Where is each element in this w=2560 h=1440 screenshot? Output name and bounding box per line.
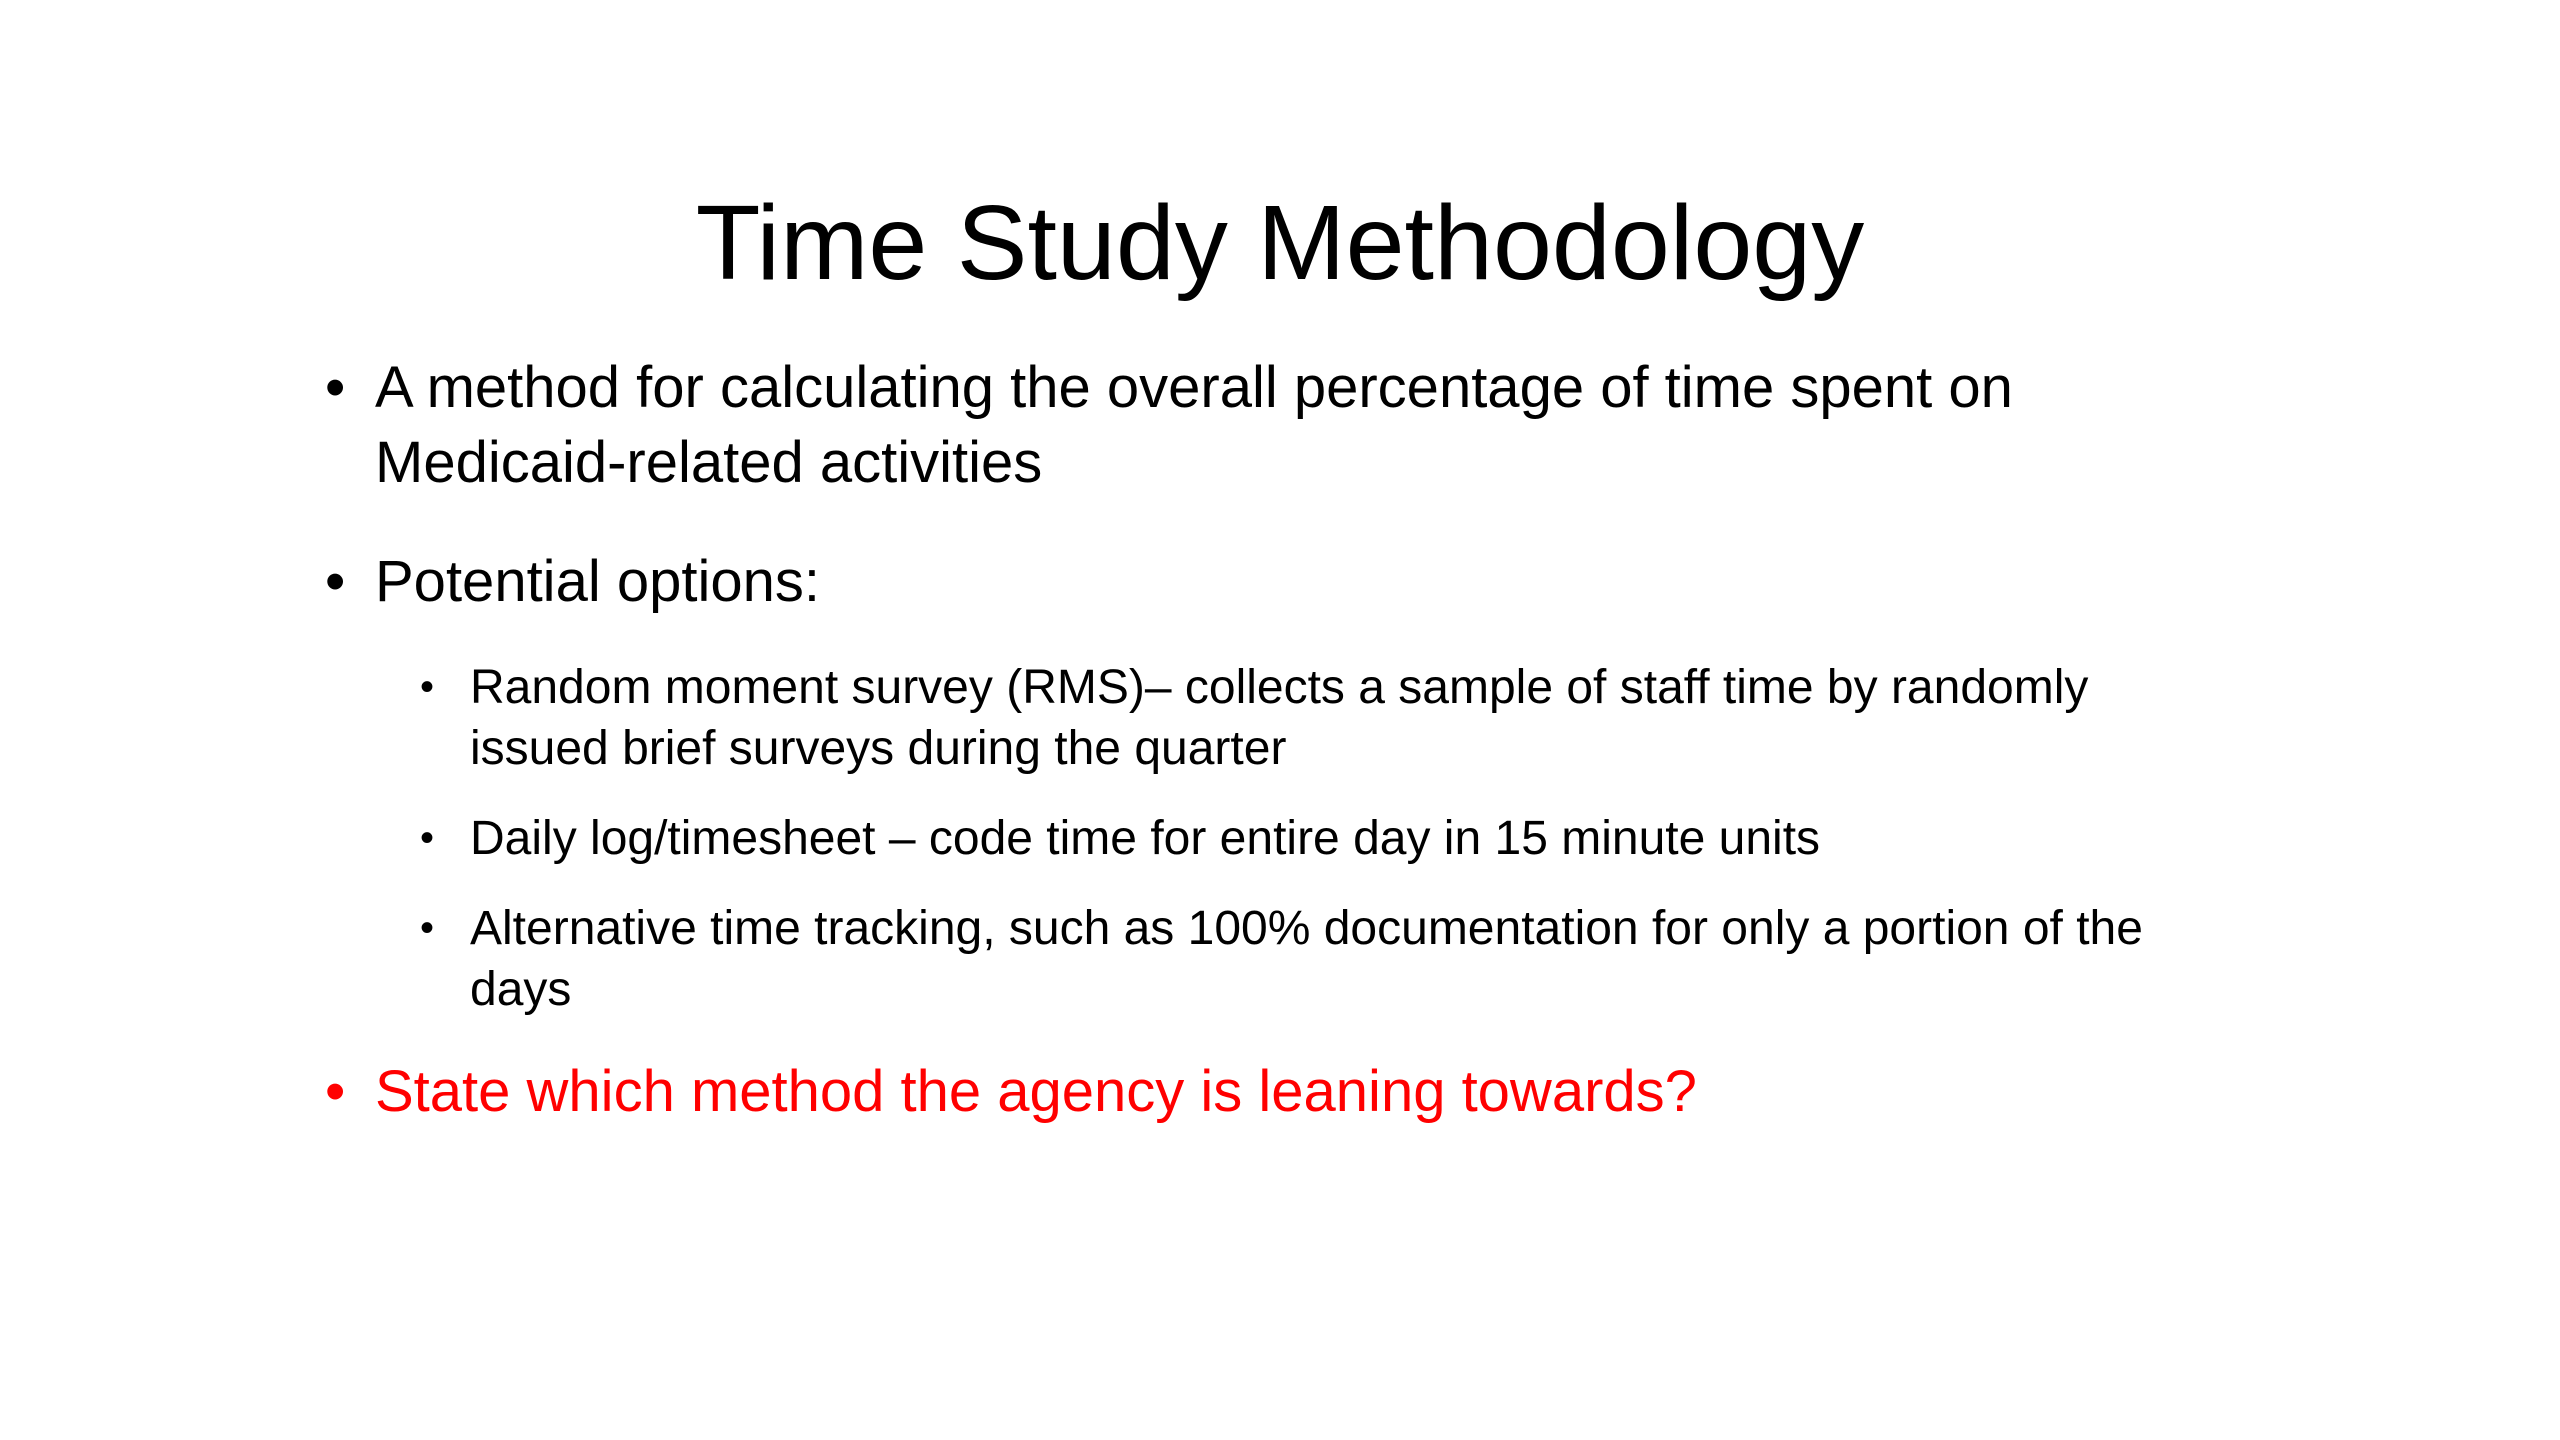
sub-bullet-text: Random moment survey (RMS)– collects a sample of staff time by randomly issued brief surveys during the quarter: [470, 661, 2089, 775]
bullet-dot-icon: •: [325, 355, 346, 420]
bullet-dot-icon: •: [420, 816, 435, 860]
slide-content: [325, 350, 2225, 1129]
bullet-dot-icon: •: [420, 665, 435, 709]
highlight-bullet-item: [325, 1054, 2225, 1129]
sub-bullet-list: [325, 657, 2225, 1020]
slide-title: Time Study Methodology: [695, 184, 1865, 302]
sub-bullet-text: Alternative time tracking, such as 100% documentation for only a portion of the days: [470, 902, 2143, 1016]
bullet-dot-icon: •: [325, 1059, 346, 1124]
bullet-text: A method for calculating the overall percentage of time spent on Medicaid-related activities: [375, 355, 2013, 495]
sub-bullet-item: [420, 898, 2225, 1020]
bullet-dot-icon: •: [420, 906, 435, 950]
highlight-bullet-text: State which method the agency is leaning towards?: [375, 1059, 1697, 1124]
bullet-item: [325, 544, 2225, 619]
bullet-item: [325, 350, 2225, 500]
sub-bullet-item: [420, 657, 2225, 779]
sub-bullet-item: [420, 808, 2225, 869]
bullet-dot-icon: •: [325, 549, 346, 614]
bullet-text: Potential options:: [375, 549, 820, 614]
sub-bullet-text: Daily log/timesheet – code time for entire day in 15 minute units: [470, 812, 1821, 865]
